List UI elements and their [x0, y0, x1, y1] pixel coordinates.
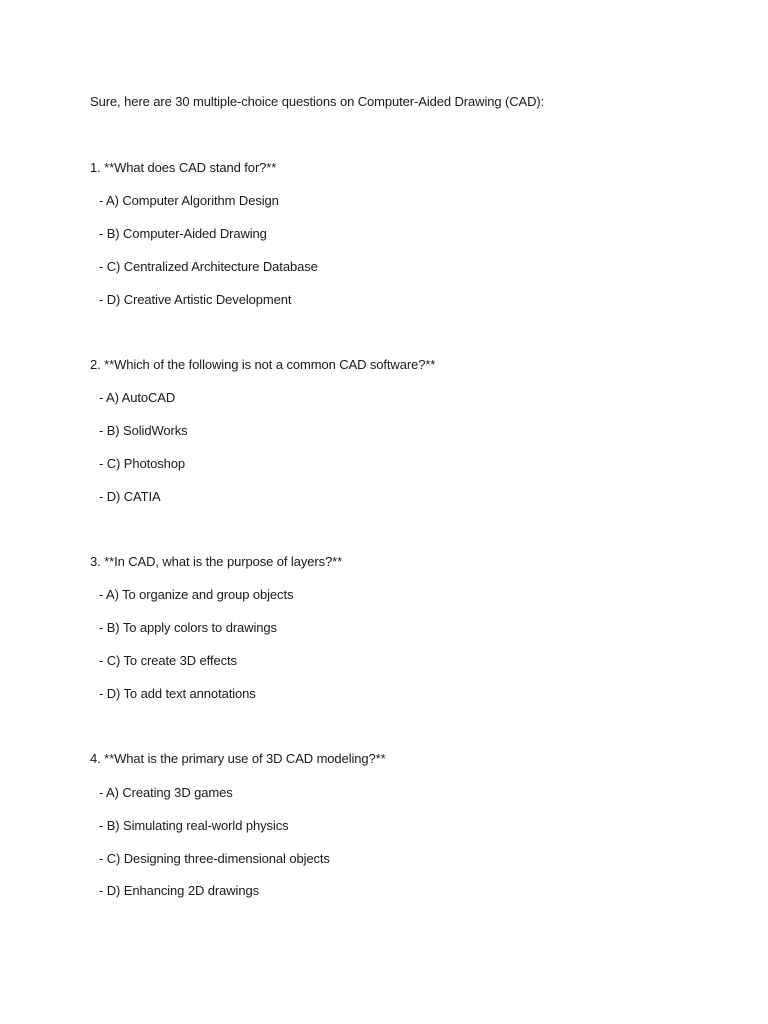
question-4-option-a: - A) Creating 3D games — [99, 785, 233, 800]
question-4: 4. **What is the primary use of 3D CAD modeling?** — [90, 751, 386, 766]
question-2-option-c: - C) Photoshop — [99, 456, 186, 471]
question-4-option-c: - C) Designing three-dimensional objects — [99, 851, 330, 866]
question-3-option-a: - A) To organize and group objects — [99, 587, 294, 602]
question-3-option-d: - D) To add text annotations — [99, 686, 256, 701]
question-1: 1. **What does CAD stand for?** — [90, 160, 277, 175]
question-1-option-b: - B) Computer-Aided Drawing — [99, 226, 267, 241]
question-2-option-b: - B) SolidWorks — [99, 423, 188, 438]
question-1-option-d: - D) Creative Artistic Development — [99, 292, 292, 307]
question-4-option-d: - D) Enhancing 2D drawings — [99, 883, 259, 898]
question-1-option-c: - C) Centralized Architecture Database — [99, 259, 318, 274]
question-3: 3. **In CAD, what is the purpose of layers?** — [90, 554, 343, 569]
question-4-option-b: - B) Simulating real-world physics — [99, 818, 289, 833]
intro-text: Sure, here are 30 multiple-choice questions on Computer-Aided Drawing (CAD): — [90, 94, 545, 109]
question-3-option-c: - C) To create 3D effects — [99, 653, 237, 668]
question-3-option-b: - B) To apply colors to drawings — [99, 620, 277, 635]
question-2: 2. **Which of the following is not a common CAD software?** — [90, 357, 436, 372]
question-2-option-d: - D) CATIA — [99, 489, 161, 504]
question-1-option-a: - A) Computer Algorithm Design — [99, 193, 279, 208]
question-2-option-a: - A) AutoCAD — [99, 390, 176, 405]
